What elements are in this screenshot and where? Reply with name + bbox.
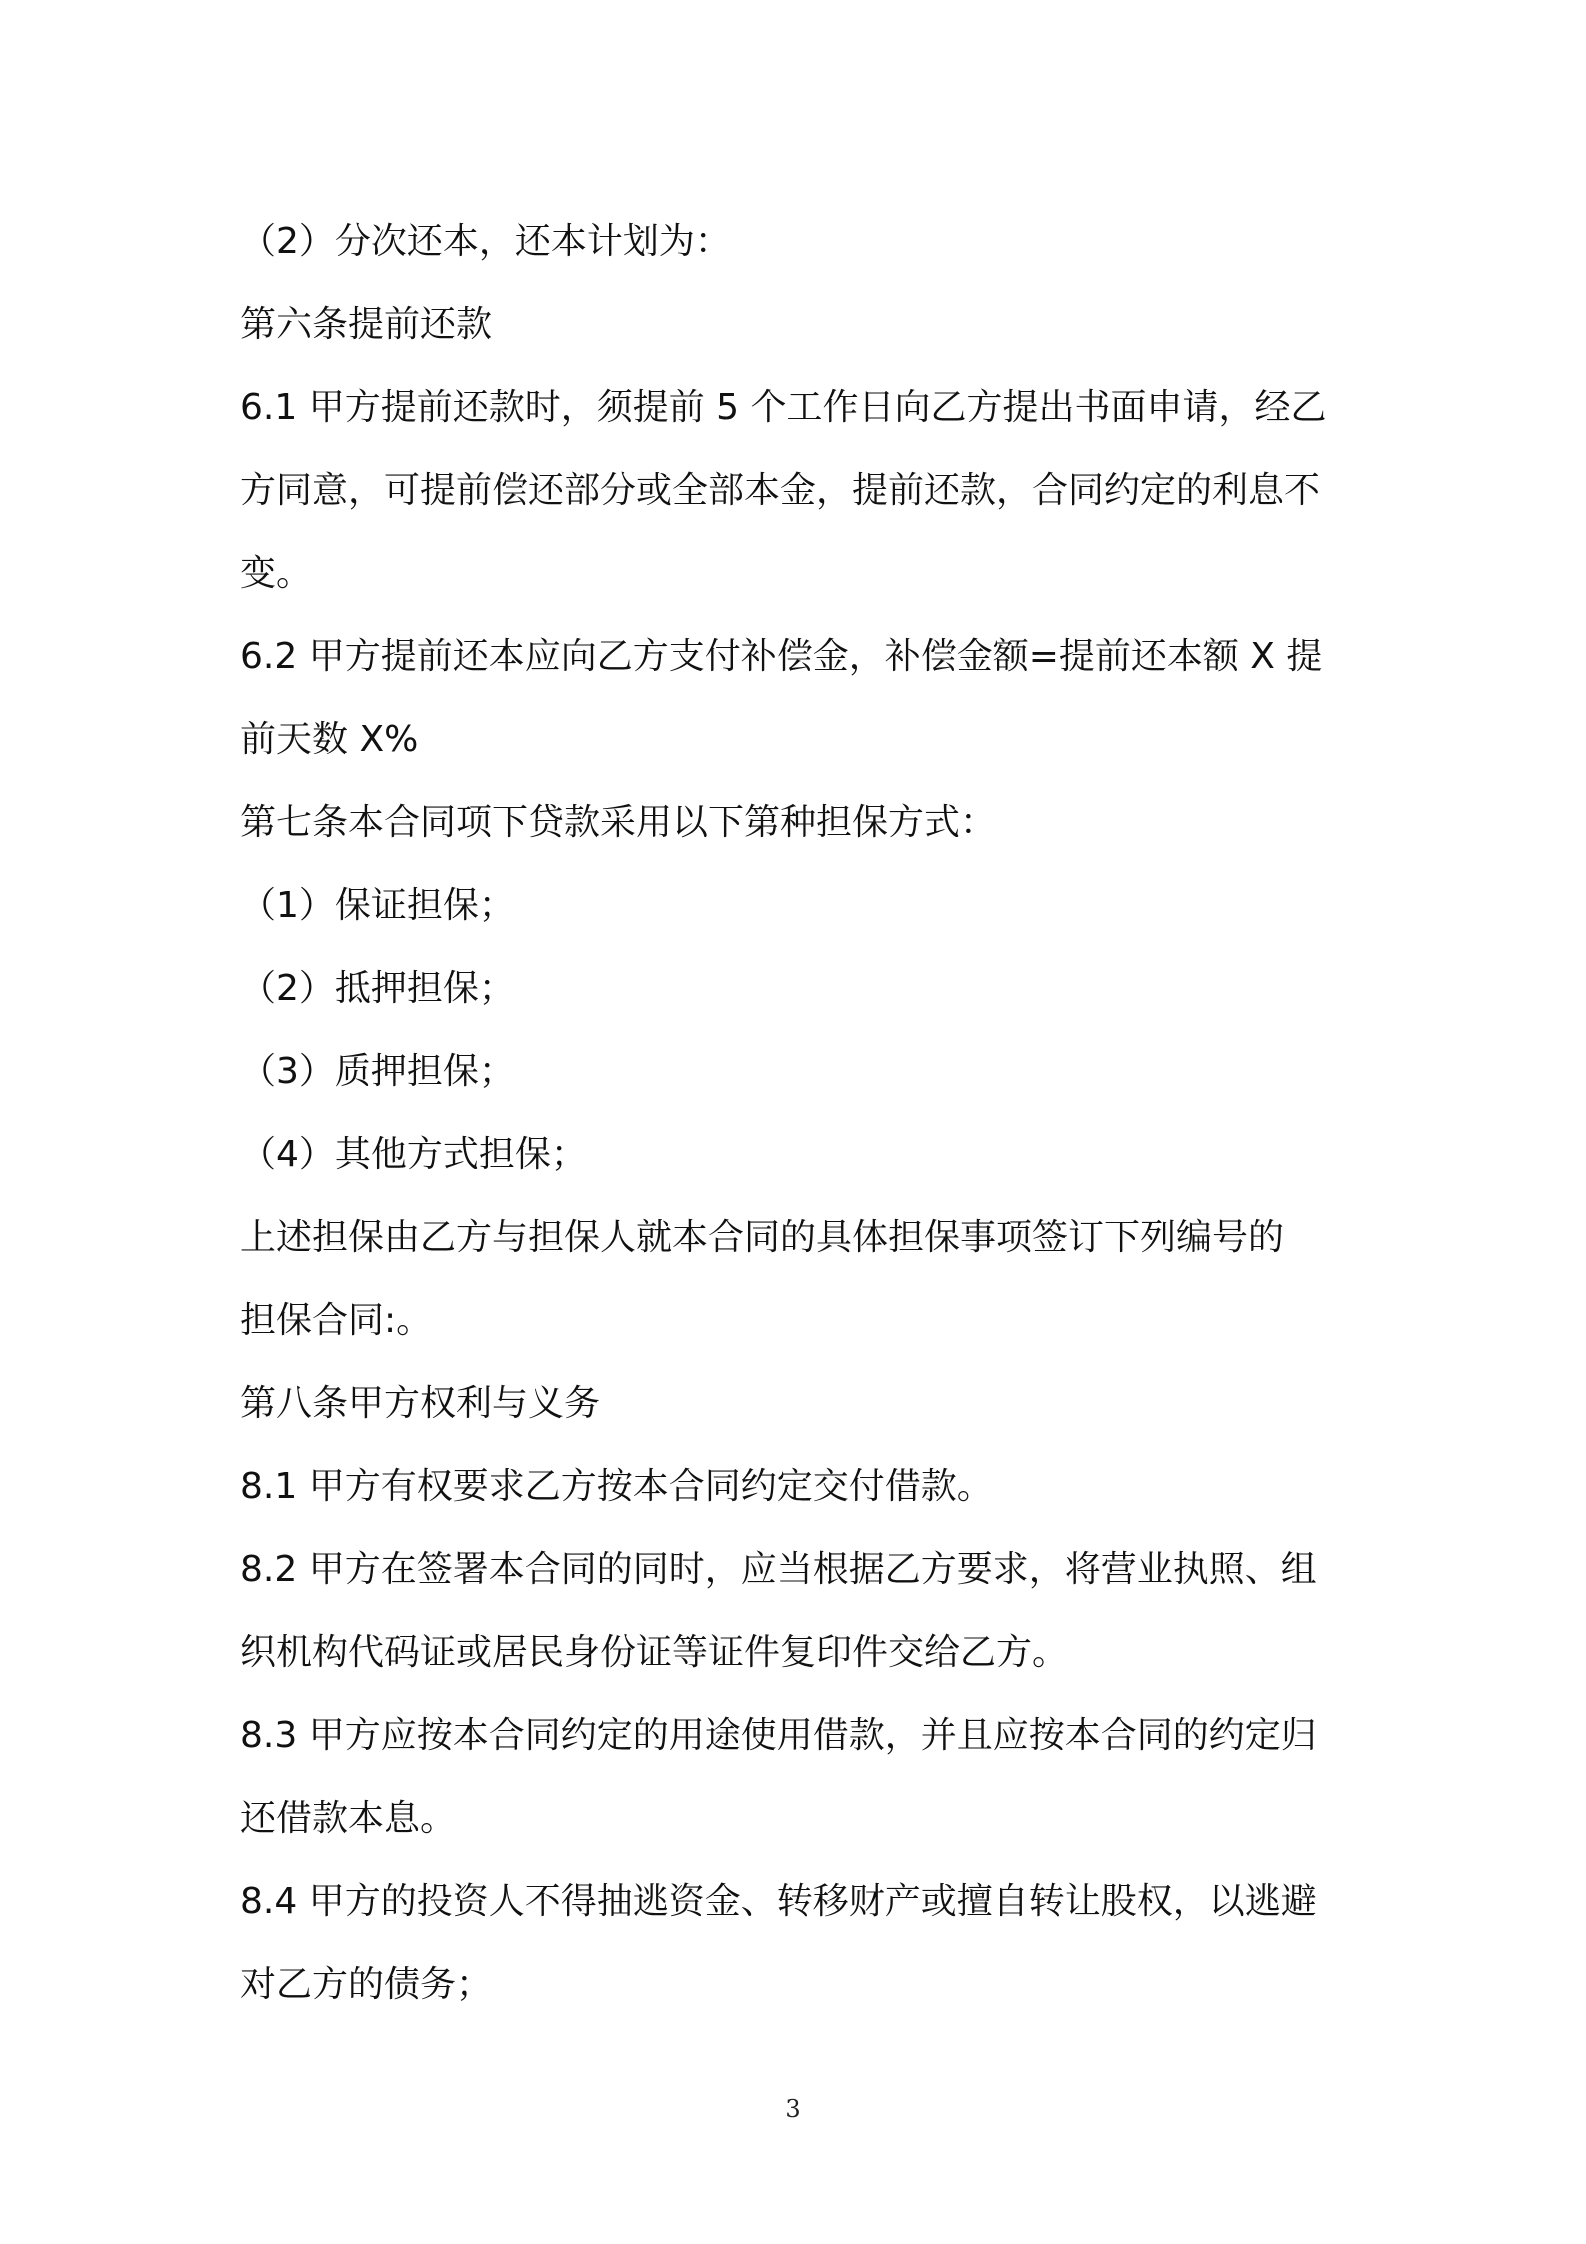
list-item: （4）其他方式担保； (240, 1134, 587, 1175)
list-item: （1）保证担保； (240, 885, 515, 926)
list-item: （2）抵押担保； (240, 968, 515, 1009)
text-line: 8.4 甲方的投资人不得抽逃资金、转移财产或擅自转让股权，以逃避 (240, 1881, 1317, 1922)
text-line: 前天数 X% (240, 719, 419, 760)
text-line: 6.2 甲方提前还本应向乙方支付补偿金，补偿金额=提前还本额 X 提 (240, 636, 1323, 677)
text-line: 担保合同:。 (240, 1300, 433, 1341)
text-line: 方同意，可提前偿还部分或全部本金，提前还款，合同约定的利息不 (240, 470, 1321, 511)
text-line: 织机构代码证或居民身份证等证件复印件交给乙方。 (240, 1632, 1069, 1673)
list-item: （3）质押担保； (240, 1051, 515, 1092)
page-number: 3 (785, 2095, 801, 2123)
text-line: （2）分次还本，还本计划为： (240, 221, 731, 262)
text-line: 还借款本息。 (240, 1798, 457, 1839)
document-body (240, 200, 1350, 2026)
text-line: 上述担保由乙方与担保人就本合同的具体担保事项签订下列编号的 (240, 1217, 1285, 1258)
text-line: 变。 (240, 553, 313, 594)
text-line: 对乙方的债务； (240, 1964, 493, 2005)
section-heading: 第七条本合同项下贷款采用以下第种担保方式： (240, 802, 997, 843)
text-line: 8.1 甲方有权要求乙方按本合同约定交付借款。 (240, 1466, 993, 1507)
section-heading: 第八条甲方权利与义务 (240, 1383, 601, 1424)
section-heading: 第六条提前还款 (240, 304, 493, 345)
text-line: 6.1 甲方提前还款时，须提前 5 个工作日向乙方提出书面申请，经乙 (240, 387, 1327, 428)
text-line: 8.3 甲方应按本合同约定的用途使用借款，并且应按本合同的约定归 (240, 1715, 1317, 1756)
text-line: 8.2 甲方在签署本合同的同时，应当根据乙方要求，将营业执照、组 (240, 1549, 1317, 1590)
